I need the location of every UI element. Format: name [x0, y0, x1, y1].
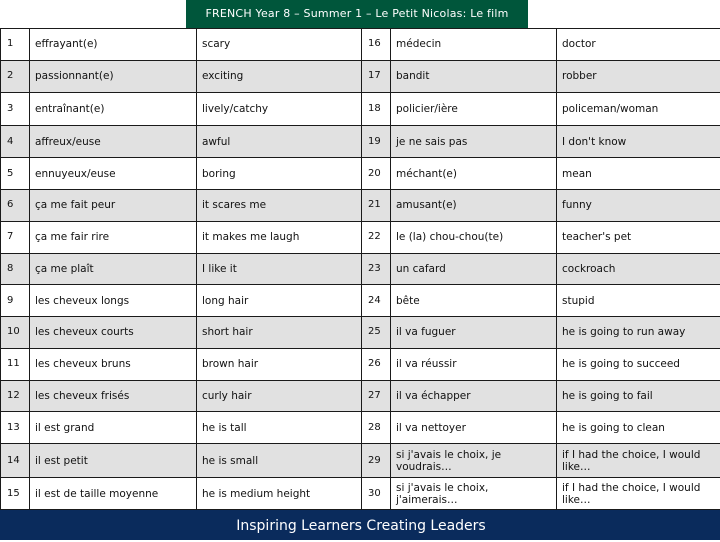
item-number-cell: 17	[362, 60, 391, 92]
item-number-cell: 14	[1, 444, 30, 478]
french-term-cell: les cheveux frisés	[30, 380, 197, 412]
french-term-cell: je ne sais pas	[391, 126, 557, 158]
french-term-cell: il est petit	[30, 444, 197, 478]
english-term-cell: it scares me	[197, 189, 362, 221]
item-number-cell: 20	[362, 158, 391, 190]
item-number-cell: 4	[1, 126, 30, 158]
english-term-cell: I don't know	[557, 126, 720, 158]
english-term-cell: curly hair	[197, 380, 362, 412]
english-term-cell: boring	[197, 158, 362, 190]
english-term-cell: it makes me laugh	[197, 221, 362, 253]
french-term-cell: si j'avais le choix, je voudrais…	[391, 444, 557, 478]
item-number-cell: 28	[362, 412, 391, 444]
item-number-cell: 22	[362, 221, 391, 253]
english-term-cell: cockroach	[557, 253, 720, 285]
english-term-cell: if I had the choice, I would like…	[557, 478, 720, 510]
vocabulary-table-body	[1, 29, 720, 510]
french-term-cell: ça me fait peur	[30, 189, 197, 221]
item-number-cell: 16	[362, 29, 391, 61]
french-term-cell: il va nettoyer	[391, 412, 557, 444]
item-number-cell: 25	[362, 317, 391, 349]
table-row	[1, 126, 720, 158]
english-term-cell: he is going to fail	[557, 380, 720, 412]
english-term-cell: he is going to succeed	[557, 348, 720, 380]
table-row	[1, 444, 720, 478]
french-term-cell: il va réussir	[391, 348, 557, 380]
french-term-cell: un cafard	[391, 253, 557, 285]
item-number-cell: 8	[1, 253, 30, 285]
english-term-cell: he is going to clean	[557, 412, 720, 444]
table-row	[1, 92, 720, 126]
english-term-cell: teacher's pet	[557, 221, 720, 253]
item-number-cell: 29	[362, 444, 391, 478]
french-term-cell: policier/ière	[391, 92, 557, 126]
item-number-cell: 13	[1, 412, 30, 444]
english-term-cell: he is small	[197, 444, 362, 478]
vocabulary-table	[0, 28, 720, 510]
french-term-cell: passionnant(e)	[30, 60, 197, 92]
footer-bar	[0, 510, 720, 540]
item-number-cell: 1	[1, 29, 30, 61]
table-row	[1, 253, 720, 285]
item-number-cell: 10	[1, 317, 30, 349]
french-term-cell: bête	[391, 285, 557, 317]
item-number-cell: 21	[362, 189, 391, 221]
item-number-cell: 7	[1, 221, 30, 253]
item-number-cell: 3	[1, 92, 30, 126]
english-term-cell: brown hair	[197, 348, 362, 380]
french-term-cell: entraînant(e)	[30, 92, 197, 126]
table-row	[1, 189, 720, 221]
english-term-cell: if I had the choice, I would like…	[557, 444, 720, 478]
item-number-cell: 12	[1, 380, 30, 412]
french-term-cell: il est de taille moyenne	[30, 478, 197, 510]
english-term-cell: stupid	[557, 285, 720, 317]
english-term-cell: long hair	[197, 285, 362, 317]
french-term-cell: médecin	[391, 29, 557, 61]
english-term-cell: lively/catchy	[197, 92, 362, 126]
french-term-cell: ça me fair rire	[30, 221, 197, 253]
french-term-cell: effrayant(e)	[30, 29, 197, 61]
item-number-cell: 15	[1, 478, 30, 510]
item-number-cell: 30	[362, 478, 391, 510]
english-term-cell: doctor	[557, 29, 720, 61]
table-row	[1, 380, 720, 412]
english-term-cell: short hair	[197, 317, 362, 349]
english-term-cell: he is medium height	[197, 478, 362, 510]
item-number-cell: 18	[362, 92, 391, 126]
english-term-cell: mean	[557, 158, 720, 190]
french-term-cell: amusant(e)	[391, 189, 557, 221]
french-term-cell: ça me plaît	[30, 253, 197, 285]
english-term-cell: scary	[197, 29, 362, 61]
table-row	[1, 29, 720, 61]
item-number-cell: 11	[1, 348, 30, 380]
french-term-cell: les cheveux longs	[30, 285, 197, 317]
title-bar	[0, 0, 720, 28]
french-term-cell: méchant(e)	[391, 158, 557, 190]
english-term-cell: he is going to run away	[557, 317, 720, 349]
item-number-cell: 2	[1, 60, 30, 92]
item-number-cell: 26	[362, 348, 391, 380]
table-row	[1, 285, 720, 317]
table-row	[1, 348, 720, 380]
table-row	[1, 158, 720, 190]
item-number-cell: 19	[362, 126, 391, 158]
french-term-cell: les cheveux courts	[30, 317, 197, 349]
table-row	[1, 221, 720, 253]
english-term-cell: exciting	[197, 60, 362, 92]
english-term-cell: awful	[197, 126, 362, 158]
page-title: FRENCH Year 8 – Summer 1 – Le Petit Nicolas: Le film	[186, 0, 528, 28]
table-row	[1, 478, 720, 510]
item-number-cell: 23	[362, 253, 391, 285]
french-term-cell: il est grand	[30, 412, 197, 444]
item-number-cell: 27	[362, 380, 391, 412]
table-row	[1, 317, 720, 349]
french-term-cell: les cheveux bruns	[30, 348, 197, 380]
item-number-cell: 9	[1, 285, 30, 317]
table-row	[1, 60, 720, 92]
footer-slogan: Inspiring Learners Creating Leaders	[226, 510, 496, 540]
english-term-cell: funny	[557, 189, 720, 221]
english-term-cell: he is tall	[197, 412, 362, 444]
french-term-cell: le (la) chou-chou(te)	[391, 221, 557, 253]
french-term-cell: bandit	[391, 60, 557, 92]
french-term-cell: il va échapper	[391, 380, 557, 412]
french-term-cell: ennuyeux/euse	[30, 158, 197, 190]
item-number-cell: 6	[1, 189, 30, 221]
english-term-cell: robber	[557, 60, 720, 92]
french-term-cell: il va fuguer	[391, 317, 557, 349]
english-term-cell: policeman/woman	[557, 92, 720, 126]
english-term-cell: I like it	[197, 253, 362, 285]
item-number-cell: 5	[1, 158, 30, 190]
french-term-cell: affreux/euse	[30, 126, 197, 158]
table-row	[1, 412, 720, 444]
french-term-cell: si j'avais le choix, j'aimerais…	[391, 478, 557, 510]
item-number-cell: 24	[362, 285, 391, 317]
